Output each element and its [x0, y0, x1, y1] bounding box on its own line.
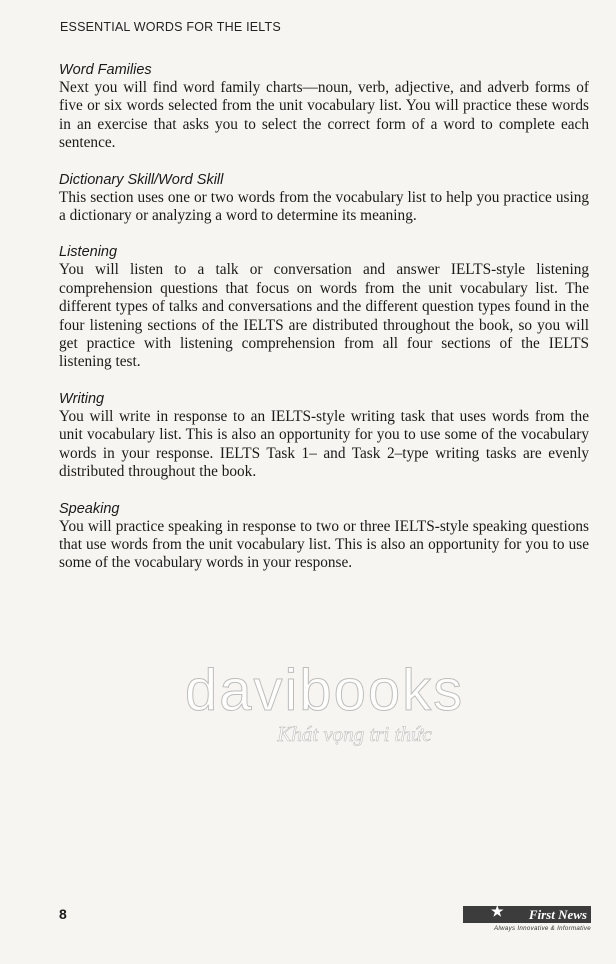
page-content	[59, 61, 589, 591]
section-dictionary-skill	[59, 171, 589, 226]
section-body: You will listen to a talk or conversation and answer IELTS-style listening comprehension questions that focus on words from the unit vocabulary list. The different types of talks and conversations and the different question types found in the four listening sections of the IELTS are distributed throughout the book, so you will get practice with listening comprehension from all four sections of the IELTS listening test.	[59, 261, 589, 371]
watermark-slogan: Khát vọng tri thức	[277, 722, 432, 746]
publisher-logo-bar	[463, 906, 591, 923]
section-body: Next you will find word family charts—noun, verb, adjective, and adverb forms of five or six words selected from the unit vocabulary list. You will practice these words in an exercise that asks you to select the correct form of a word to complete each sentence.	[59, 79, 589, 152]
section-word-families	[59, 61, 589, 153]
section-heading: Speaking	[59, 500, 120, 517]
publisher-tagline: Always Innovative & Informative	[494, 925, 591, 932]
section-body: You will practice speaking in response to two or three IELTS-style speaking questions that use words from the unit vocabulary list. This is also an opportunity for you to use some of the vocabulary words in your response.	[59, 517, 589, 572]
section-body: This section uses one or two words from the vocabulary list to help you practice using a dictionary or analyzing a word to determine its meaning.	[59, 188, 589, 225]
section-heading: Word Families	[59, 62, 152, 78]
section-listening	[59, 243, 589, 371]
running-header: ESSENTIAL WORDS FOR THE IELTS	[60, 20, 281, 34]
section-speaking	[59, 500, 589, 573]
publisher-logo	[463, 906, 591, 932]
publisher-name: First News	[528, 907, 587, 922]
star-icon: ★	[491, 905, 504, 920]
section-heading: Writing	[59, 390, 105, 407]
watermark-brand: davibooks	[185, 658, 465, 723]
section-heading: Listening	[59, 244, 118, 261]
watermark	[185, 660, 464, 747]
section-body: You will write in response to an IELTS-style writing task that uses words from the unit vocabulary list. This is also an opportunity for you to use some of the vocabulary words in your response. IELTS Task 1– and Task 2–type writing tasks are evenly distributed throughout the book.	[59, 407, 589, 481]
section-heading: Dictionary Skill/Word Skill	[59, 171, 224, 188]
section-writing	[59, 390, 589, 482]
page-number: 8	[59, 906, 67, 922]
